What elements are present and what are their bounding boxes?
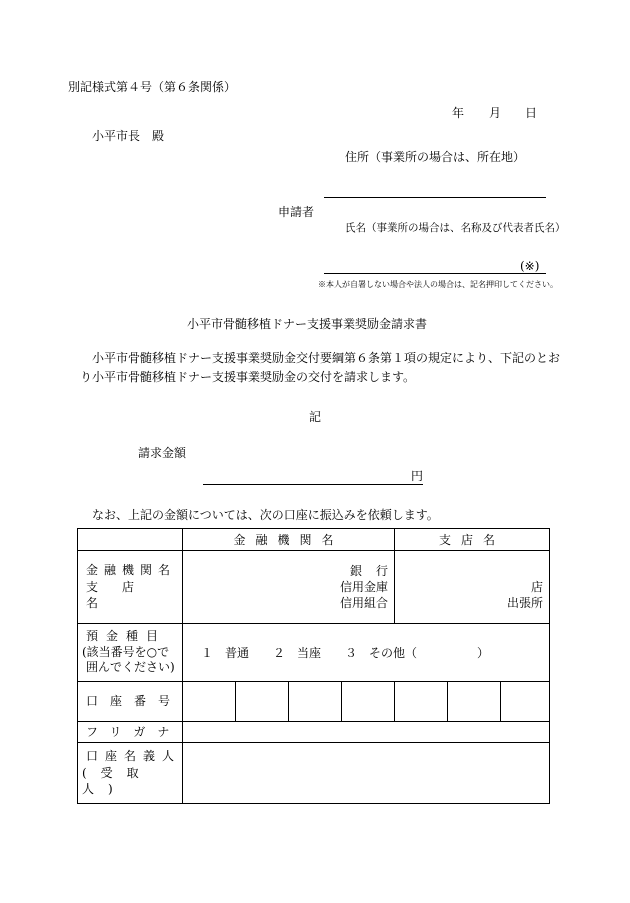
furigana-label: フリガナ <box>78 722 183 743</box>
amount-line <box>203 484 423 485</box>
branch-type-store: 店 <box>531 579 544 594</box>
header-bank-name: 金融機関名 <box>183 529 395 551</box>
account-digit-6[interactable] <box>448 682 501 722</box>
branch-label-line2: 支店名 <box>86 579 159 611</box>
amount-label: 請求金額 <box>138 446 187 460</box>
account-holder-label <box>78 743 183 804</box>
bank-type-credit-union: 信用組合 <box>340 596 389 611</box>
account-holder-cell[interactable] <box>183 743 550 804</box>
account-digit-2[interactable] <box>236 682 289 722</box>
name-line <box>324 273 546 274</box>
bank-type-credit-bank: 信用金庫 <box>340 579 389 594</box>
header-branch-name: 支店名 <box>395 529 550 551</box>
account-digit-7[interactable] <box>501 682 550 722</box>
date-year: 年 <box>452 106 465 120</box>
account-holder-label-line2: (受取人) <box>82 765 153 797</box>
date-day: 日 <box>525 106 538 120</box>
bank-account-table <box>77 528 550 804</box>
bank-branch-label <box>78 551 183 624</box>
deposit-type-label-line2: (該当番号を○で <box>82 644 170 659</box>
form-number: 別記様式第４号（第６条関係） <box>68 80 237 94</box>
deposit-type-label-line3: 囲んでください) <box>86 660 175 675</box>
account-digit-5[interactable] <box>395 682 448 722</box>
account-holder-label-line1: 口座名義人 <box>86 748 182 763</box>
form-title: 小平市骨髄移植ドナー支援事業奨励金請求書 <box>187 317 428 331</box>
body-text-line1: 小平市骨髄移植ドナー支援事業奨励金交付要綱第６条第１項の規定により、下記のとお <box>92 351 561 365</box>
deposit-options: １ 普通 ２ 当座 ３ その他（ ） <box>201 646 490 660</box>
bank-name-cell[interactable] <box>183 551 403 624</box>
bank-label-line1: 金融機関名 <box>86 562 177 577</box>
addressee: 小平市長 殿 <box>92 129 165 143</box>
applicant-label: 申請者 <box>278 205 315 219</box>
yen-label: 円 <box>411 469 424 483</box>
date-month: 月 <box>489 106 502 120</box>
address-label: 住所（事業所の場合は、所在地） <box>345 150 526 164</box>
account-digit-1[interactable] <box>183 682 236 722</box>
seal-mark: (※) <box>520 259 540 273</box>
branch-type-office: 出張所 <box>507 596 544 610</box>
account-number-label: 口座番号 <box>78 682 183 722</box>
branch-name-cell[interactable] <box>395 551 550 624</box>
deposit-type-label-line1: 預金種目 <box>86 629 167 644</box>
bank-type-bank: 銀行 <box>350 563 403 578</box>
header-empty-cell <box>78 529 183 551</box>
transfer-text: なお、上記の金額については、次の口座に振込みを依頼します。 <box>92 508 439 522</box>
address-line <box>324 197 546 198</box>
account-digit-3[interactable] <box>289 682 342 722</box>
furigana-cell[interactable] <box>183 722 550 743</box>
name-label: 氏名（事業所の場合は、名称及び代表者氏名） <box>345 222 566 234</box>
seal-note: ※本人が自署しない場合や法人の場合は、記名押印してください。 <box>318 280 558 289</box>
account-digit-4[interactable] <box>342 682 395 722</box>
body-text-line2: り小平市骨髄移植ドナー支援事業奨励金の交付を請求します。 <box>80 370 416 384</box>
deposit-type-label <box>78 624 183 682</box>
deposit-options-cell[interactable] <box>183 624 550 682</box>
ki-heading: 記 <box>309 410 322 424</box>
